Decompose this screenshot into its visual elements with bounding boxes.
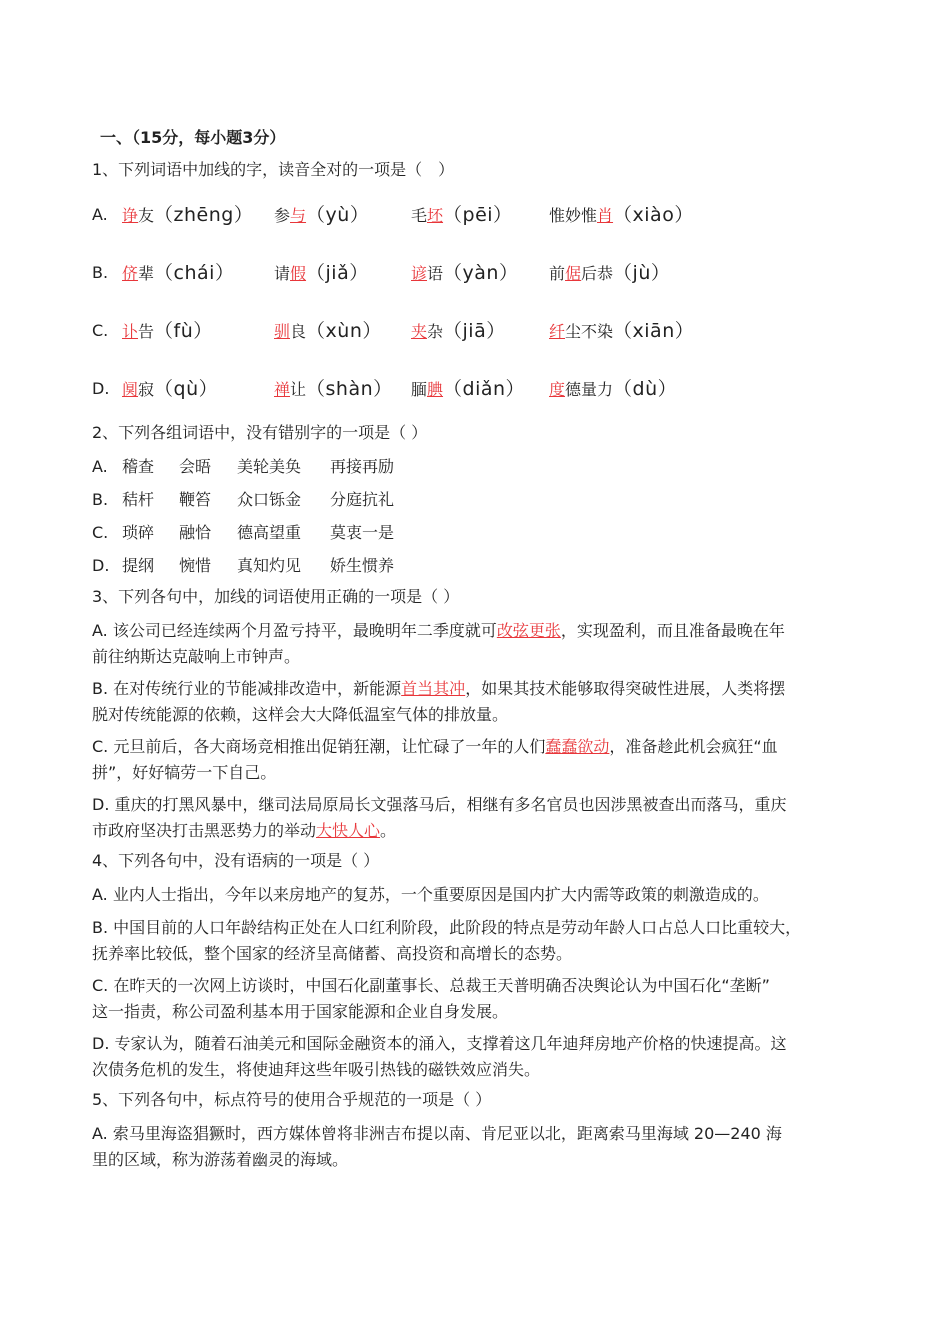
option-letter: C. bbox=[92, 321, 109, 340]
pinyin-reading: （dù） bbox=[613, 378, 678, 400]
q3-option bbox=[92, 792, 872, 844]
word-prefix: 参 bbox=[274, 206, 291, 225]
option-letter: A. bbox=[92, 205, 108, 224]
option-letter: A. bbox=[92, 885, 108, 904]
option-letter: B. bbox=[92, 918, 109, 937]
question-4-stem: 4、下列各句中，没有语病的一项是（ ） bbox=[92, 851, 380, 870]
option-line-2 bbox=[92, 818, 872, 844]
option-text: 中国目前的人口年龄结构正处在人口红利阶段，此阶段的特点是劳动年龄人口占总人口比重较大， bbox=[113, 918, 802, 937]
question-1-stem: 1、下列词语中加线的字，读音全对的一项是（ ） bbox=[92, 160, 455, 179]
q1-option-row bbox=[92, 200, 872, 230]
underlined-char: 假 bbox=[290, 264, 307, 283]
pinyin-item bbox=[274, 374, 393, 405]
pinyin-reading: （shàn） bbox=[306, 378, 393, 400]
option-text: 抚养率比较低，整个国家的经济呈高储蓄、高投资和高增长的态势。 bbox=[92, 944, 573, 963]
option-letter: D. bbox=[92, 1034, 110, 1053]
word-prefix: 前 bbox=[549, 264, 566, 283]
option-text: 前往纳斯达克敲响上市钟声。 bbox=[92, 647, 301, 666]
underlined-phrase: 大快人心 bbox=[316, 821, 381, 840]
option-word: 分庭抗礼 bbox=[330, 490, 395, 509]
pinyin-item bbox=[549, 316, 694, 347]
pinyin-item bbox=[274, 200, 369, 231]
pinyin-item bbox=[274, 316, 382, 347]
q3-option bbox=[92, 676, 872, 728]
underlined-char: 度 bbox=[549, 380, 566, 399]
question-3-stem: 3、下列各句中，加线的词语使用正确的一项是（ ） bbox=[92, 587, 460, 606]
q1-option-row bbox=[92, 316, 872, 346]
pinyin-item bbox=[411, 374, 525, 405]
underlined-char: 禅 bbox=[274, 380, 291, 399]
pinyin-item bbox=[122, 316, 213, 347]
option-line-1 bbox=[92, 915, 872, 941]
pinyin-reading: （diǎn） bbox=[443, 378, 526, 400]
pinyin-item bbox=[122, 200, 253, 231]
q4-option bbox=[92, 973, 872, 1025]
word-suffix: 辈 bbox=[138, 264, 155, 283]
q2-option-row bbox=[92, 454, 692, 480]
option-line-2 bbox=[92, 1057, 872, 1083]
option-line-2 bbox=[92, 760, 872, 786]
option-line-1 bbox=[92, 734, 872, 760]
word-suffix: 让 bbox=[290, 380, 307, 399]
option-line-1 bbox=[92, 792, 872, 818]
option-word: 德高望重 bbox=[237, 523, 302, 542]
word-prefix: 毛 bbox=[411, 206, 428, 225]
question-2-stem: 2、下列各组词语中，没有错别字的一项是（ ） bbox=[92, 423, 428, 442]
option-text: 重庆的打黑风暴中，继司法局原局长文强落马后，相继有多名官员也因涉黑被查出而落马，重庆 bbox=[114, 795, 787, 814]
underlined-char: 夹 bbox=[411, 322, 428, 341]
option-line-1 bbox=[92, 1121, 872, 1147]
underlined-char: 诤 bbox=[122, 206, 139, 225]
option-text: ，如果其技术能够取得突破性进展，人类将摆 bbox=[465, 679, 786, 698]
q2-option-row bbox=[92, 553, 692, 579]
option-word: 真知灼见 bbox=[237, 556, 302, 575]
pinyin-item bbox=[122, 374, 218, 405]
option-letter: A. bbox=[92, 1124, 108, 1143]
q3-option bbox=[92, 734, 872, 786]
pinyin-reading: （xiān） bbox=[613, 320, 695, 342]
pinyin-item bbox=[411, 200, 513, 231]
option-letter: C. bbox=[92, 737, 109, 756]
option-text: 该公司已经连续两个月盈亏持平，最晚明年二季度就可 bbox=[112, 621, 497, 640]
option-letter: B. bbox=[92, 490, 109, 509]
word-suffix: 杂 bbox=[427, 322, 444, 341]
option-text: 业内人士指出，今年以来房地产的复苏，一个重要原因是国内扩大内需等政策的刺激造成的。 bbox=[112, 885, 769, 904]
option-letter: D. bbox=[92, 379, 110, 398]
word-suffix: 语 bbox=[427, 264, 444, 283]
pinyin-reading: （fù） bbox=[154, 320, 213, 342]
option-line-2 bbox=[92, 941, 872, 967]
underlined-phrase: 首当其冲 bbox=[401, 679, 466, 698]
option-line-1 bbox=[92, 676, 872, 702]
pinyin-reading: （pēi） bbox=[443, 204, 513, 226]
pinyin-item bbox=[274, 258, 369, 289]
q1-option-row bbox=[92, 374, 872, 404]
option-line-1 bbox=[92, 882, 872, 908]
option-text: 次债务危机的发生，将使迪拜这些年吸引热钱的磁铁效应消失。 bbox=[92, 1060, 541, 1079]
pinyin-reading: （zhēng） bbox=[154, 204, 254, 226]
pinyin-reading: （yù） bbox=[306, 204, 370, 226]
section-heading: 一、（15分，每小题3分） bbox=[100, 128, 286, 147]
option-text: ，实现盈利，而且准备最晚在年 bbox=[560, 621, 785, 640]
option-word: 鞭笞 bbox=[179, 490, 212, 509]
q3-option bbox=[92, 618, 872, 670]
underlined-char: 与 bbox=[290, 206, 307, 225]
option-letter: C. bbox=[92, 976, 109, 995]
option-letter: A. bbox=[92, 621, 108, 640]
pinyin-reading: （jiā） bbox=[443, 320, 506, 342]
word-suffix: 后恭 bbox=[581, 264, 614, 283]
q4-option bbox=[92, 915, 872, 967]
option-text: 脱对传统能源的依赖，这样会大大降低温室气体的排放量。 bbox=[92, 705, 509, 724]
q1-option-row bbox=[92, 258, 872, 288]
option-text: 索马里海盗猖獗时，西方媒体曾将非洲吉布提以南、肯尼亚以北，距离索马里海域 20—240 海 bbox=[112, 1124, 782, 1143]
option-text: 拼”，好好犒劳一下自己。 bbox=[92, 763, 277, 782]
underlined-char: 讣 bbox=[122, 322, 139, 341]
pinyin-reading: （xùn） bbox=[306, 320, 382, 342]
pinyin-reading: （chái） bbox=[154, 262, 235, 284]
option-letter: C. bbox=[92, 523, 109, 542]
word-suffix: 德量力 bbox=[565, 380, 614, 399]
word-suffix: 告 bbox=[138, 322, 155, 341]
pinyin-reading: （jù） bbox=[613, 262, 671, 284]
q4-option bbox=[92, 1031, 872, 1083]
pinyin-item bbox=[549, 258, 670, 289]
option-text: 。 bbox=[380, 821, 397, 840]
word-prefix: 惟妙惟 bbox=[549, 206, 598, 225]
q2-option-row bbox=[92, 487, 692, 513]
option-text: 专家认为，随着石油美元和国际金融资本的涌入，支撑着这几年迪拜房地产价格的快速提高。这 bbox=[114, 1034, 787, 1053]
word-suffix: 尘不染 bbox=[565, 322, 614, 341]
underlined-phrase: 蠢蠢欲动 bbox=[545, 737, 610, 756]
option-line-1 bbox=[92, 1031, 872, 1057]
option-letter: B. bbox=[92, 263, 109, 282]
option-word: 琐碎 bbox=[122, 523, 155, 542]
option-word: 再接再励 bbox=[330, 457, 395, 476]
pinyin-reading: （yàn） bbox=[443, 262, 519, 284]
word-suffix: 寂 bbox=[138, 380, 155, 399]
underlined-char: 坯 bbox=[427, 206, 444, 225]
option-letter: D. bbox=[92, 556, 110, 575]
underlined-char: 倨 bbox=[565, 264, 582, 283]
option-word: 稽查 bbox=[122, 457, 155, 476]
option-word: 会晤 bbox=[179, 457, 212, 476]
word-prefix: 腼 bbox=[411, 380, 428, 399]
option-line-2 bbox=[92, 999, 872, 1025]
option-line-2 bbox=[92, 644, 872, 670]
pinyin-item bbox=[122, 258, 234, 289]
option-word: 众口铄金 bbox=[237, 490, 302, 509]
option-text: 里的区域，称为游荡着幽灵的海域。 bbox=[92, 1150, 349, 1169]
pinyin-item bbox=[411, 258, 518, 289]
underlined-char: 侪 bbox=[122, 264, 139, 283]
pinyin-item bbox=[411, 316, 506, 347]
option-letter: B. bbox=[92, 679, 109, 698]
pinyin-reading: （xiào） bbox=[613, 204, 694, 226]
option-letter: A. bbox=[92, 457, 108, 476]
underlined-char: 肖 bbox=[597, 206, 614, 225]
underlined-char: 谚 bbox=[411, 264, 428, 283]
option-text: ，准备趁此机会疯狂“血 bbox=[609, 737, 778, 756]
option-word: 美轮美奂 bbox=[237, 457, 302, 476]
option-letter: D. bbox=[92, 795, 110, 814]
pinyin-item bbox=[549, 374, 677, 405]
option-word: 秸杆 bbox=[122, 490, 155, 509]
q2-option-row bbox=[92, 520, 692, 546]
option-text: 元旦前后，各大商场竞相推出促销狂潮，让忙碌了一年的人们 bbox=[113, 737, 546, 756]
word-suffix: 良 bbox=[290, 322, 307, 341]
option-word: 娇生惯养 bbox=[330, 556, 395, 575]
option-text: 市政府坚决打击黑恶势力的举动 bbox=[92, 821, 317, 840]
underlined-phrase: 改弦更张 bbox=[496, 621, 561, 640]
q5-option bbox=[92, 1121, 872, 1173]
option-word: 提纲 bbox=[122, 556, 155, 575]
word-suffix: 友 bbox=[138, 206, 155, 225]
underlined-char: 驯 bbox=[274, 322, 291, 341]
underlined-char: 阒 bbox=[122, 380, 139, 399]
underlined-char: 纤 bbox=[549, 322, 566, 341]
option-line-1 bbox=[92, 973, 872, 999]
option-line-2 bbox=[92, 1147, 872, 1173]
option-word: 融恰 bbox=[179, 523, 212, 542]
pinyin-item bbox=[549, 200, 694, 231]
pinyin-reading: （jiǎ） bbox=[306, 262, 369, 284]
option-text: 在对传统行业的节能减排改造中，新能源 bbox=[113, 679, 402, 698]
option-line-1 bbox=[92, 618, 872, 644]
pinyin-reading: （qù） bbox=[154, 378, 219, 400]
question-5-stem: 5、下列各句中，标点符号的使用合乎规范的一项是（ ） bbox=[92, 1090, 492, 1109]
option-text: 在昨天的一次网上访谈时，中国石化副董事长、总裁王天普明确否决舆论认为中国石化“垄断” bbox=[113, 976, 770, 995]
option-word: 莫衷一是 bbox=[330, 523, 395, 542]
option-text: 这一指责，称公司盈利基本用于国家能源和企业自身发展。 bbox=[92, 1002, 509, 1021]
word-prefix: 请 bbox=[274, 264, 291, 283]
underlined-char: 腆 bbox=[427, 380, 444, 399]
q4-option bbox=[92, 882, 872, 908]
option-word: 惋惜 bbox=[179, 556, 212, 575]
option-line-2 bbox=[92, 702, 872, 728]
